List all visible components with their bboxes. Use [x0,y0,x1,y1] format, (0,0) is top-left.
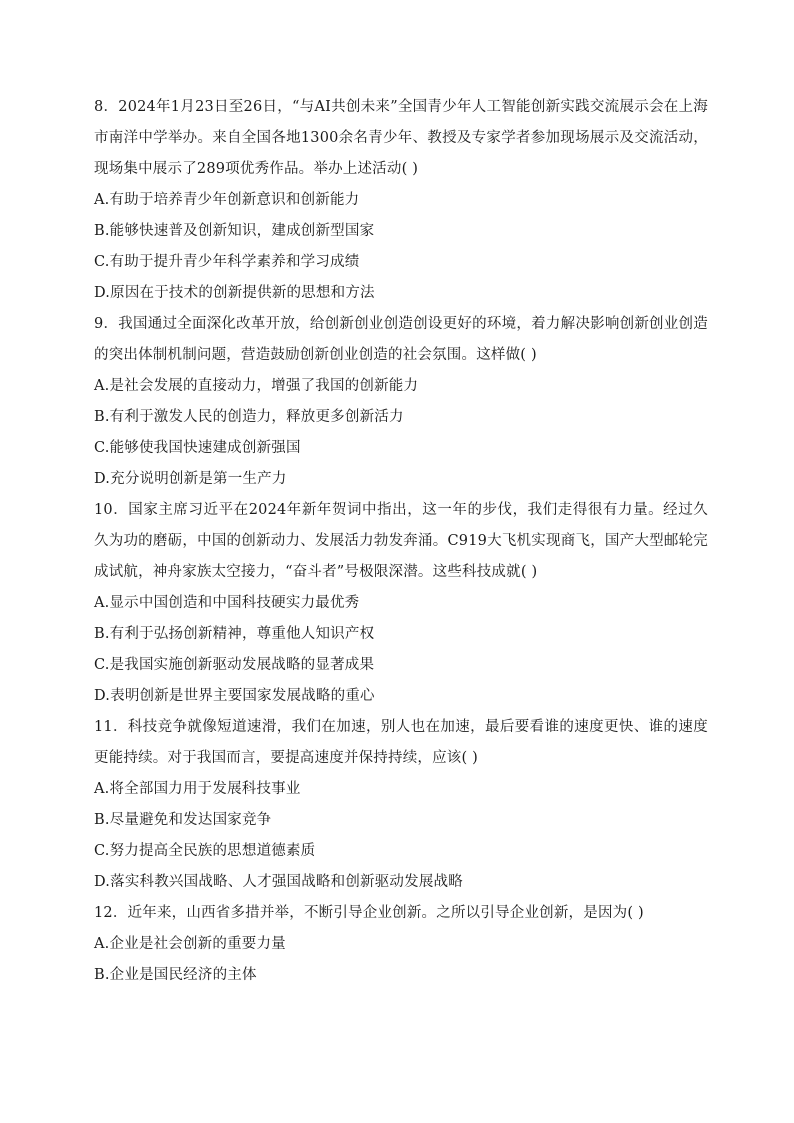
option-a: A.将全部国力用于发展科技事业 [94,781,301,797]
question-stem: 12．近年来，山西省多措并举，不断引导企业创新。之所以引导企业创新，是因为( ) [94,905,644,921]
option-c: C.是我国实施创新驱动发展战略的显著成果 [94,657,375,673]
option-c: C.能够使我国快速建成创新强国 [94,440,301,456]
option-c: C.努力提高全民族的思想道德素质 [94,843,316,859]
option-b: B.有利于激发人民的创造力，释放更多创新活力 [94,409,404,425]
option-a: A.企业是社会创新的重要力量 [94,936,286,952]
option-b: B.尽量避免和发达国家竞争 [94,812,272,828]
question-stem: 9．我国通过全面深化改革开放，给创新创业创造创设更好的环境，着力解决影响创新创业创造的突出体制机制问题，营造鼓励创新创业创造的社会氛围。这样做( ) [94,316,708,363]
option-d: D.原因在于技术的创新提供新的思想和方法 [94,285,375,301]
question-stem: 8．2024年1月23日至26日，“与AI共创未来”全国青少年人工智能创新实践交流展示会在上海市南洋中学举办。来自全国各地1300余名青少年、教授及专家学者参加现场展示及交流活动，现场集中展示了289项优秀作品。举办上述活动( ) [94,99,708,177]
option-a: A.显示中国创造和中国科技硬实力最优秀 [94,595,360,611]
question-12 [94,898,708,991]
question-stem: 11．科技竞争就像短道速滑，我们在加速，别人也在加速，最后要看谁的速度更快、谁的速度更能持续。对于我国而言，要提高速度并保持持续，应该( ) [94,719,708,766]
option-a: A.有助于培养青少年创新意识和创新能力 [94,192,360,208]
question-list [94,92,708,991]
question-11 [94,712,708,898]
option-b: B.企业是国民经济的主体 [94,967,257,983]
option-b: B.有利于弘扬创新精神，尊重他人知识产权 [94,626,375,642]
question-10 [94,495,708,712]
option-c: C.有助于提升青少年科学素养和学习成绩 [94,254,360,270]
question-9 [94,309,708,495]
option-d: D.表明创新是世界主要国家发展战略的重心 [94,688,375,704]
question-8 [94,92,708,309]
question-stem: 10．国家主席习近平在2024年新年贺词中指出，这一年的步伐，我们走得很有力量。经过久久为功的磨砺，中国的创新动力、发展活力勃发奔涌。C919大飞机实现商飞，国产大型邮轮完成试航，神舟家族太空接力，“奋斗者”号极限深潜。这些科技成就( ) [94,502,708,580]
option-d: D.落实科教兴国战略、人才强国战略和创新驱动发展战略 [94,874,463,890]
option-b: B.能够快速普及创新知识，建成创新型国家 [94,223,375,239]
option-a: A.是社会发展的直接动力，增强了我国的创新能力 [94,378,419,394]
option-d: D.充分说明创新是第一生产力 [94,471,287,487]
